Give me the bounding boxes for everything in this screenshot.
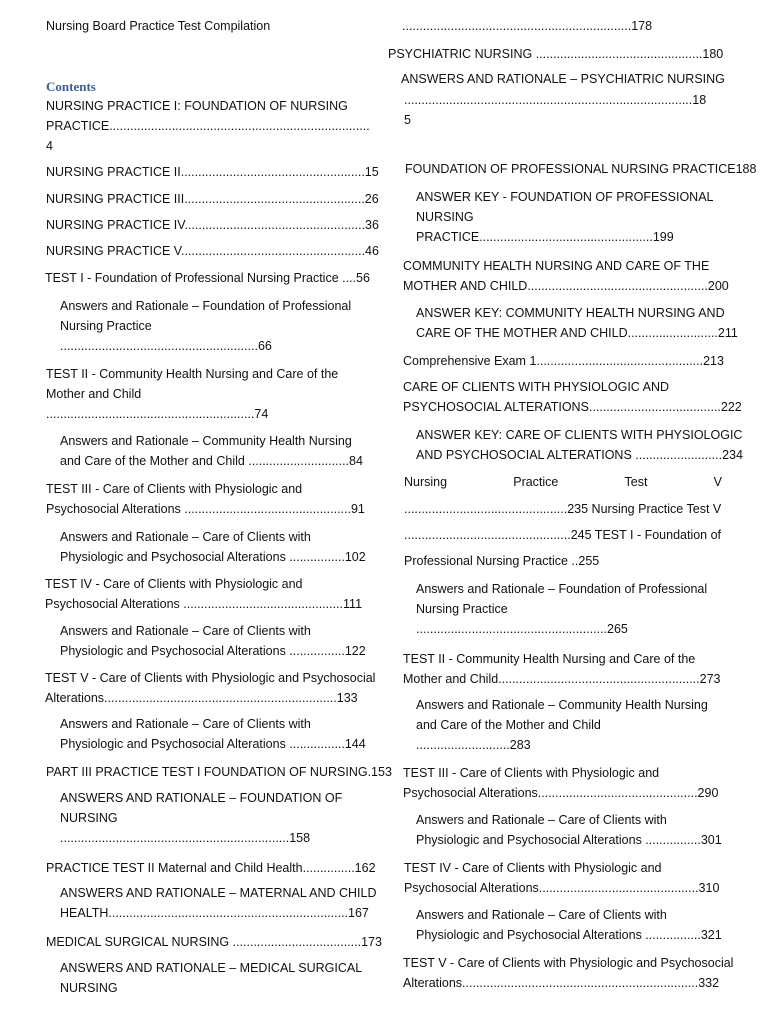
toc-line: NURSING PRACTICE III....................................................26	[46, 192, 379, 206]
toc-line: NURSING	[416, 210, 474, 224]
toc-line: NURSING	[60, 981, 118, 995]
toc-line: Psychosocial Alterations ..............................................111	[45, 597, 363, 611]
toc-line: NURSING	[60, 811, 118, 825]
toc-line: FOUNDATION OF PROFESSIONAL NURSING PRACTICE188	[405, 162, 757, 176]
toc-line: PSYCHIATRIC NURSING ................................................180	[388, 47, 724, 61]
toc-line: ..................................................................178	[402, 19, 653, 33]
toc-line: CARE OF THE MOTHER AND CHILD..........................211	[416, 326, 738, 340]
toc-entry-left-12[interactable]	[45, 574, 362, 614]
toc-entry-left-19[interactable]	[60, 883, 377, 923]
toc-entry-right-19[interactable]	[403, 763, 718, 803]
toc-line: ................................................245 TEST I - Foundation of	[404, 528, 722, 542]
toc-line: ANSWER KEY: CARE OF CLIENTS WITH PHYSIOLOGIC	[416, 428, 743, 442]
toc-line: Answers and Rationale – Care of Clients with	[60, 624, 311, 638]
toc-entry-right-18[interactable]	[416, 695, 708, 755]
toc-line: NURSING PRACTICE V.....................................................46	[46, 244, 379, 258]
toc-entry-left-3[interactable]	[46, 189, 379, 209]
toc-line: PRACTICE..................................................199	[416, 230, 674, 244]
toc-entry-right-4[interactable]	[404, 90, 706, 130]
toc-line: Answers and Rationale – Care of Clients with	[60, 717, 311, 731]
toc-line: Physiologic and Psychosocial Alterations ................102	[60, 550, 366, 564]
toc-entry-right-1[interactable]	[402, 16, 652, 36]
toc-entry-right-15[interactable]	[404, 551, 599, 571]
toc-line: and Care of the Mother and Child .............................84	[60, 454, 363, 468]
toc-entry-left-20[interactable]	[46, 932, 382, 952]
toc-line: Answers and Rationale – Foundation of Professional	[416, 582, 708, 596]
toc-line: NURSING PRACTICE I: FOUNDATION OF NURSING	[46, 99, 348, 113]
toc-entry-right-6[interactable]	[416, 187, 714, 247]
toc-entry-right-3[interactable]	[401, 69, 725, 89]
toc-entry-left-8[interactable]	[46, 364, 338, 424]
toc-entry-left-2[interactable]	[46, 162, 379, 182]
toc-line: Answers and Rationale – Care of Clients with	[60, 530, 311, 544]
toc-word: Practice	[513, 475, 559, 489]
toc-line: Comprehensive Exam 1................................................213	[403, 354, 724, 368]
toc-entry-left-18[interactable]	[46, 858, 376, 878]
toc-entry-left-1[interactable]	[46, 96, 370, 156]
toc-line: ............................................................74	[46, 407, 269, 421]
toc-line: 4	[46, 139, 53, 153]
toc-line: Answers and Rationale – Care of Clients with	[416, 813, 667, 827]
toc-line: Professional Nursing Practice ..255	[404, 554, 600, 568]
toc-entry-left-15[interactable]	[60, 714, 366, 754]
toc-line: MOTHER AND CHILD....................................................200	[403, 279, 729, 293]
toc-entry-left-21[interactable]	[60, 958, 362, 998]
toc-entry-left-9[interactable]	[60, 431, 363, 471]
toc-entry-right-23[interactable]	[403, 953, 733, 993]
toc-line: COMMUNITY HEALTH NURSING AND CARE OF THE	[403, 259, 710, 273]
toc-line: .........................................................66	[60, 339, 272, 353]
toc-entry-right-21[interactable]	[404, 858, 719, 898]
toc-entry-right-12[interactable]	[404, 472, 722, 492]
toc-line: TEST V - Care of Clients with Physiologic and Psychosocial	[403, 956, 734, 970]
toc-line: PSYCHOSOCIAL ALTERATIONS......................................222	[403, 400, 742, 414]
toc-entry-left-4[interactable]	[46, 215, 379, 235]
toc-entry-right-8[interactable]	[416, 303, 738, 343]
document-title: Nursing Board Practice Test Compilation	[46, 19, 271, 33]
toc-line: ...........................283	[416, 738, 531, 752]
toc-line: ANSWERS AND RATIONALE – MEDICAL SURGICAL	[60, 961, 363, 975]
toc-line: TEST II - Community Health Nursing and Care of the	[46, 367, 339, 381]
toc-line: ANSWERS AND RATIONALE – MATERNAL AND CHILD	[60, 886, 377, 900]
toc-line: PART III PRACTICE TEST I FOUNDATION OF NURSING.153	[46, 765, 392, 779]
toc-line: Mother and Child..........................................................273	[403, 672, 721, 686]
toc-word: Test	[624, 475, 648, 489]
toc-line: and Care of the Mother and Child	[416, 718, 601, 732]
toc-line: TEST III - Care of Clients with Physiologic and	[46, 482, 303, 496]
toc-line: ANSWER KEY - FOUNDATION OF PROFESSIONAL	[416, 190, 714, 204]
toc-line: AND PSYCHOSOCIAL ALTERATIONS .........................234	[416, 448, 743, 462]
toc-line: Answers and Rationale – Community Health Nursing	[416, 698, 708, 712]
toc-line: HEALTH.....................................................................167	[60, 906, 369, 920]
toc-entry-right-11[interactable]	[416, 425, 743, 465]
toc-line: ANSWERS AND RATIONALE – PSYCHIATRIC NURSING	[401, 72, 725, 86]
toc-word: Nursing	[404, 475, 448, 489]
toc-line: ...................................................................................18	[404, 93, 707, 107]
toc-line: PRACTICE...........................................................................	[46, 119, 370, 133]
toc-entry-right-10[interactable]	[403, 377, 742, 417]
toc-line: TEST IV - Care of Clients with Physiologic and	[404, 861, 662, 875]
toc-line: Nursing Practice	[60, 319, 152, 333]
toc-line: Alterations....................................................................332	[403, 976, 720, 990]
toc-line: Psychosocial Alterations ................................................91	[46, 502, 365, 516]
toc-line: TEST IV - Care of Clients with Physiologic and	[45, 577, 303, 591]
toc-line: 5	[404, 113, 411, 127]
toc-line: Answers and Rationale – Care of Clients with	[416, 908, 667, 922]
toc-entry-left-14[interactable]	[45, 668, 375, 708]
toc-line: TEST II - Community Health Nursing and Care of the	[403, 652, 696, 666]
toc-entry-right-13[interactable]	[404, 499, 721, 519]
toc-entry-left-6[interactable]	[45, 268, 370, 288]
toc-line: TEST III - Care of Clients with Physiologic and	[403, 766, 660, 780]
toc-entry-left-13[interactable]	[60, 621, 366, 661]
toc-entry-left-7[interactable]	[60, 296, 351, 356]
toc-line: Alterations...................................................................133	[45, 691, 358, 705]
toc-entry-right-2[interactable]	[388, 44, 723, 64]
toc-entry-left-17[interactable]	[60, 788, 342, 848]
toc-entry-left-10[interactable]	[46, 479, 365, 519]
toc-line: Nursing Practice	[416, 602, 508, 616]
toc-line: Physiologic and Psychosocial Alterations ................321	[416, 928, 722, 942]
toc-line: Psychosocial Alterations..............................................290	[403, 786, 719, 800]
toc-entry-right-14[interactable]	[404, 525, 721, 545]
toc-entry-right-16[interactable]	[416, 579, 707, 639]
toc-line: MEDICAL SURGICAL NURSING .....................................173	[46, 935, 382, 949]
toc-entry-right-22[interactable]	[416, 905, 722, 945]
toc-line: Answers and Rationale – Foundation of Professional	[60, 299, 352, 313]
toc-entry-right-7[interactable]	[403, 256, 729, 296]
toc-entry-right-5[interactable]	[405, 159, 756, 179]
toc-line: Answers and Rationale – Community Health Nursing	[60, 434, 352, 448]
toc-entry-right-20[interactable]	[416, 810, 722, 850]
toc-line: NURSING PRACTICE IV....................................................36	[46, 218, 379, 232]
toc-entry-right-9[interactable]	[403, 351, 724, 371]
toc-line: CARE OF CLIENTS WITH PHYSIOLOGIC AND	[403, 380, 670, 394]
toc-line: Physiologic and Psychosocial Alterations ................122	[60, 644, 366, 658]
toc-entry-left-11[interactable]	[60, 527, 366, 567]
toc-line: ANSWERS AND RATIONALE – FOUNDATION OF	[60, 791, 343, 805]
toc-line: .......................................................265	[416, 622, 628, 636]
toc-line: Physiologic and Psychosocial Alterations ................144	[60, 737, 366, 751]
toc-line: TEST I - Foundation of Professional Nursing Practice ....56	[45, 271, 370, 285]
toc-word: V	[713, 475, 722, 489]
toc-entry-left-5[interactable]	[46, 241, 379, 261]
toc-entry-left-16[interactable]	[46, 762, 392, 782]
toc-line: Physiologic and Psychosocial Alterations ................301	[416, 833, 722, 847]
toc-line: NURSING PRACTICE II.....................................................15	[46, 165, 379, 179]
toc-line: ANSWER KEY: COMMUNITY HEALTH NURSING AND	[416, 306, 725, 320]
toc-entry-right-17[interactable]	[403, 649, 720, 689]
toc-line: ...............................................235 Nursing Practice Test V	[404, 502, 722, 516]
toc-line: Psychosocial Alterations..............................................310	[404, 881, 720, 895]
toc-line: Mother and Child	[46, 387, 142, 401]
toc-line: TEST V - Care of Clients with Physiologic and Psychosocial	[45, 671, 376, 685]
contents-heading: Contents	[46, 79, 96, 94]
toc-line: PRACTICE TEST II Maternal and Child Health...............162	[46, 861, 376, 875]
toc-line: ..................................................................158	[60, 831, 311, 845]
